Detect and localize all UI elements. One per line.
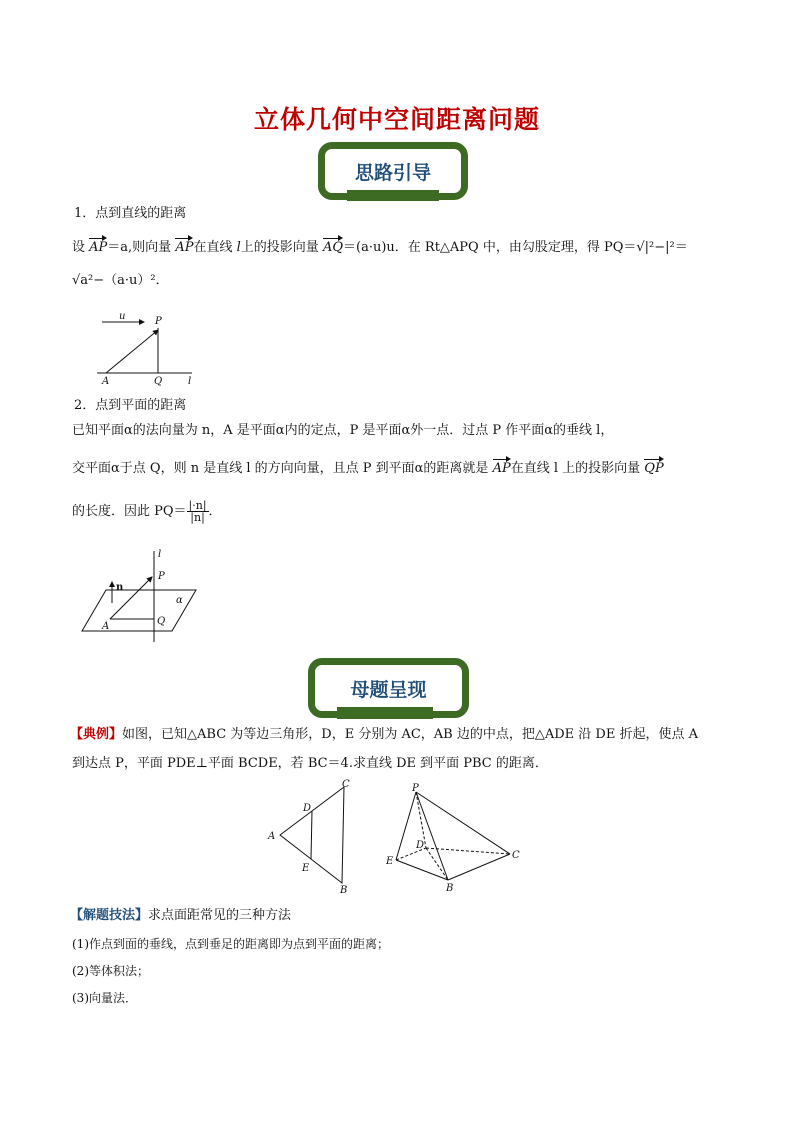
vector-ap: AP <box>89 240 108 255</box>
example-line1 <box>70 726 698 744</box>
triangle-figure <box>262 775 362 900</box>
section1-heading: 1．点到直线的距离 <box>74 206 187 221</box>
label-p: P <box>155 316 162 327</box>
badge-problem-bar <box>337 707 433 719</box>
s1-l1-a: 设 <box>72 240 86 255</box>
badge-guide-bar <box>347 190 439 201</box>
vector-aq: AQ <box>322 240 343 255</box>
method-item-3: (3)向量法． <box>72 991 137 1005</box>
label-tri-c: C <box>342 779 350 790</box>
s2-l2-b: 在直线 l 上的投影向量 <box>510 461 641 476</box>
method-heading <box>70 907 291 925</box>
section1-line2: √a²−（a·u）²． <box>72 273 169 288</box>
pyramid-figure <box>380 780 530 895</box>
line-l-label: l <box>236 240 241 255</box>
label-alpha: α <box>176 595 183 606</box>
vector-qp: QP <box>644 461 664 476</box>
method-item-2: (2)等体积法； <box>72 964 149 978</box>
distance-fraction <box>187 500 209 523</box>
s1-l1-c: 在直线 <box>193 240 233 255</box>
example-text-1: 如图，已知△ABC 为等边三角形，D，E 分别为 AC，AB 边的中点，把△ADE 沿 DE 折起，使点 A <box>122 727 698 742</box>
label-l: l <box>188 376 192 387</box>
label-tri-b: B <box>340 885 348 896</box>
example-line2: 到达点 P，平面 PDE⊥平面 BCDE，若 BC＝4.求直线 DE 到平面 PBC 的距离． <box>72 756 548 771</box>
s2-l3-a: 的长度．因此 PQ＝ <box>72 504 187 519</box>
badge-guide-label: 思路引导 <box>354 162 431 184</box>
example-tag: 【典例】 <box>70 727 123 742</box>
vector-ap-2: AP <box>175 240 194 255</box>
method-tag: 【解题技法】 <box>70 908 149 923</box>
label-a2: A <box>102 621 110 632</box>
label-a: A <box>102 376 110 387</box>
s1-l1-e: ＝(a·u)u．在 Rt△APQ 中，由勾股定理，得 PQ＝√|²−|²＝ <box>343 240 688 255</box>
fraction-numerator: |·n| <box>188 499 207 512</box>
label-tri-d: D <box>303 803 312 814</box>
label-pyr-d: D <box>416 840 425 851</box>
label-tri-e: E <box>302 863 310 874</box>
label-pyr-c: C <box>512 850 520 861</box>
section2-heading: 2．点到平面的距离 <box>74 398 187 413</box>
label-line-l: l <box>158 549 162 560</box>
section2-line2 <box>72 460 664 478</box>
s2-l2-a: 交平面α于点 Q，则 n 是直线 l 的方向向量，且点 P 到平面α的距离就是 <box>72 461 489 476</box>
badge-problem-label: 母题呈现 <box>350 679 427 701</box>
method-intro: 求点面距常见的三种方法 <box>148 908 292 923</box>
label-pyr-b: B <box>446 883 454 894</box>
section1-line1 <box>72 239 688 257</box>
label-q: Q <box>154 376 163 387</box>
vector-ap-s2: AP <box>492 461 511 476</box>
label-pyr-p: P <box>412 783 419 794</box>
s2-l3-b: ． <box>208 504 222 519</box>
method-item-1: (1)作点到面的垂线，点到垂足的距离即为点到平面的距离； <box>72 937 390 951</box>
section2-line3 <box>72 500 222 523</box>
label-n: n <box>116 582 124 593</box>
page-title: 立体几何中空间距离问题 <box>253 105 540 134</box>
s1-l1-d: 上的投影向量 <box>240 240 319 255</box>
point-plane-figure <box>80 545 205 645</box>
fraction-denominator: |n| <box>190 511 205 524</box>
label-tri-a: A <box>268 831 276 842</box>
label-pyr-e: E <box>386 856 394 867</box>
label-q2: Q <box>157 616 166 627</box>
section2-line1: 已知平面α的法向量为 n，A 是平面α内的定点，P 是平面α外一点．过点 P 作平面α的垂线 l， <box>72 423 614 438</box>
point-line-figure <box>92 308 204 388</box>
label-p2: P <box>158 571 165 582</box>
label-u: u <box>119 311 126 322</box>
s1-l1-b: ＝a,则向量 <box>107 240 172 255</box>
